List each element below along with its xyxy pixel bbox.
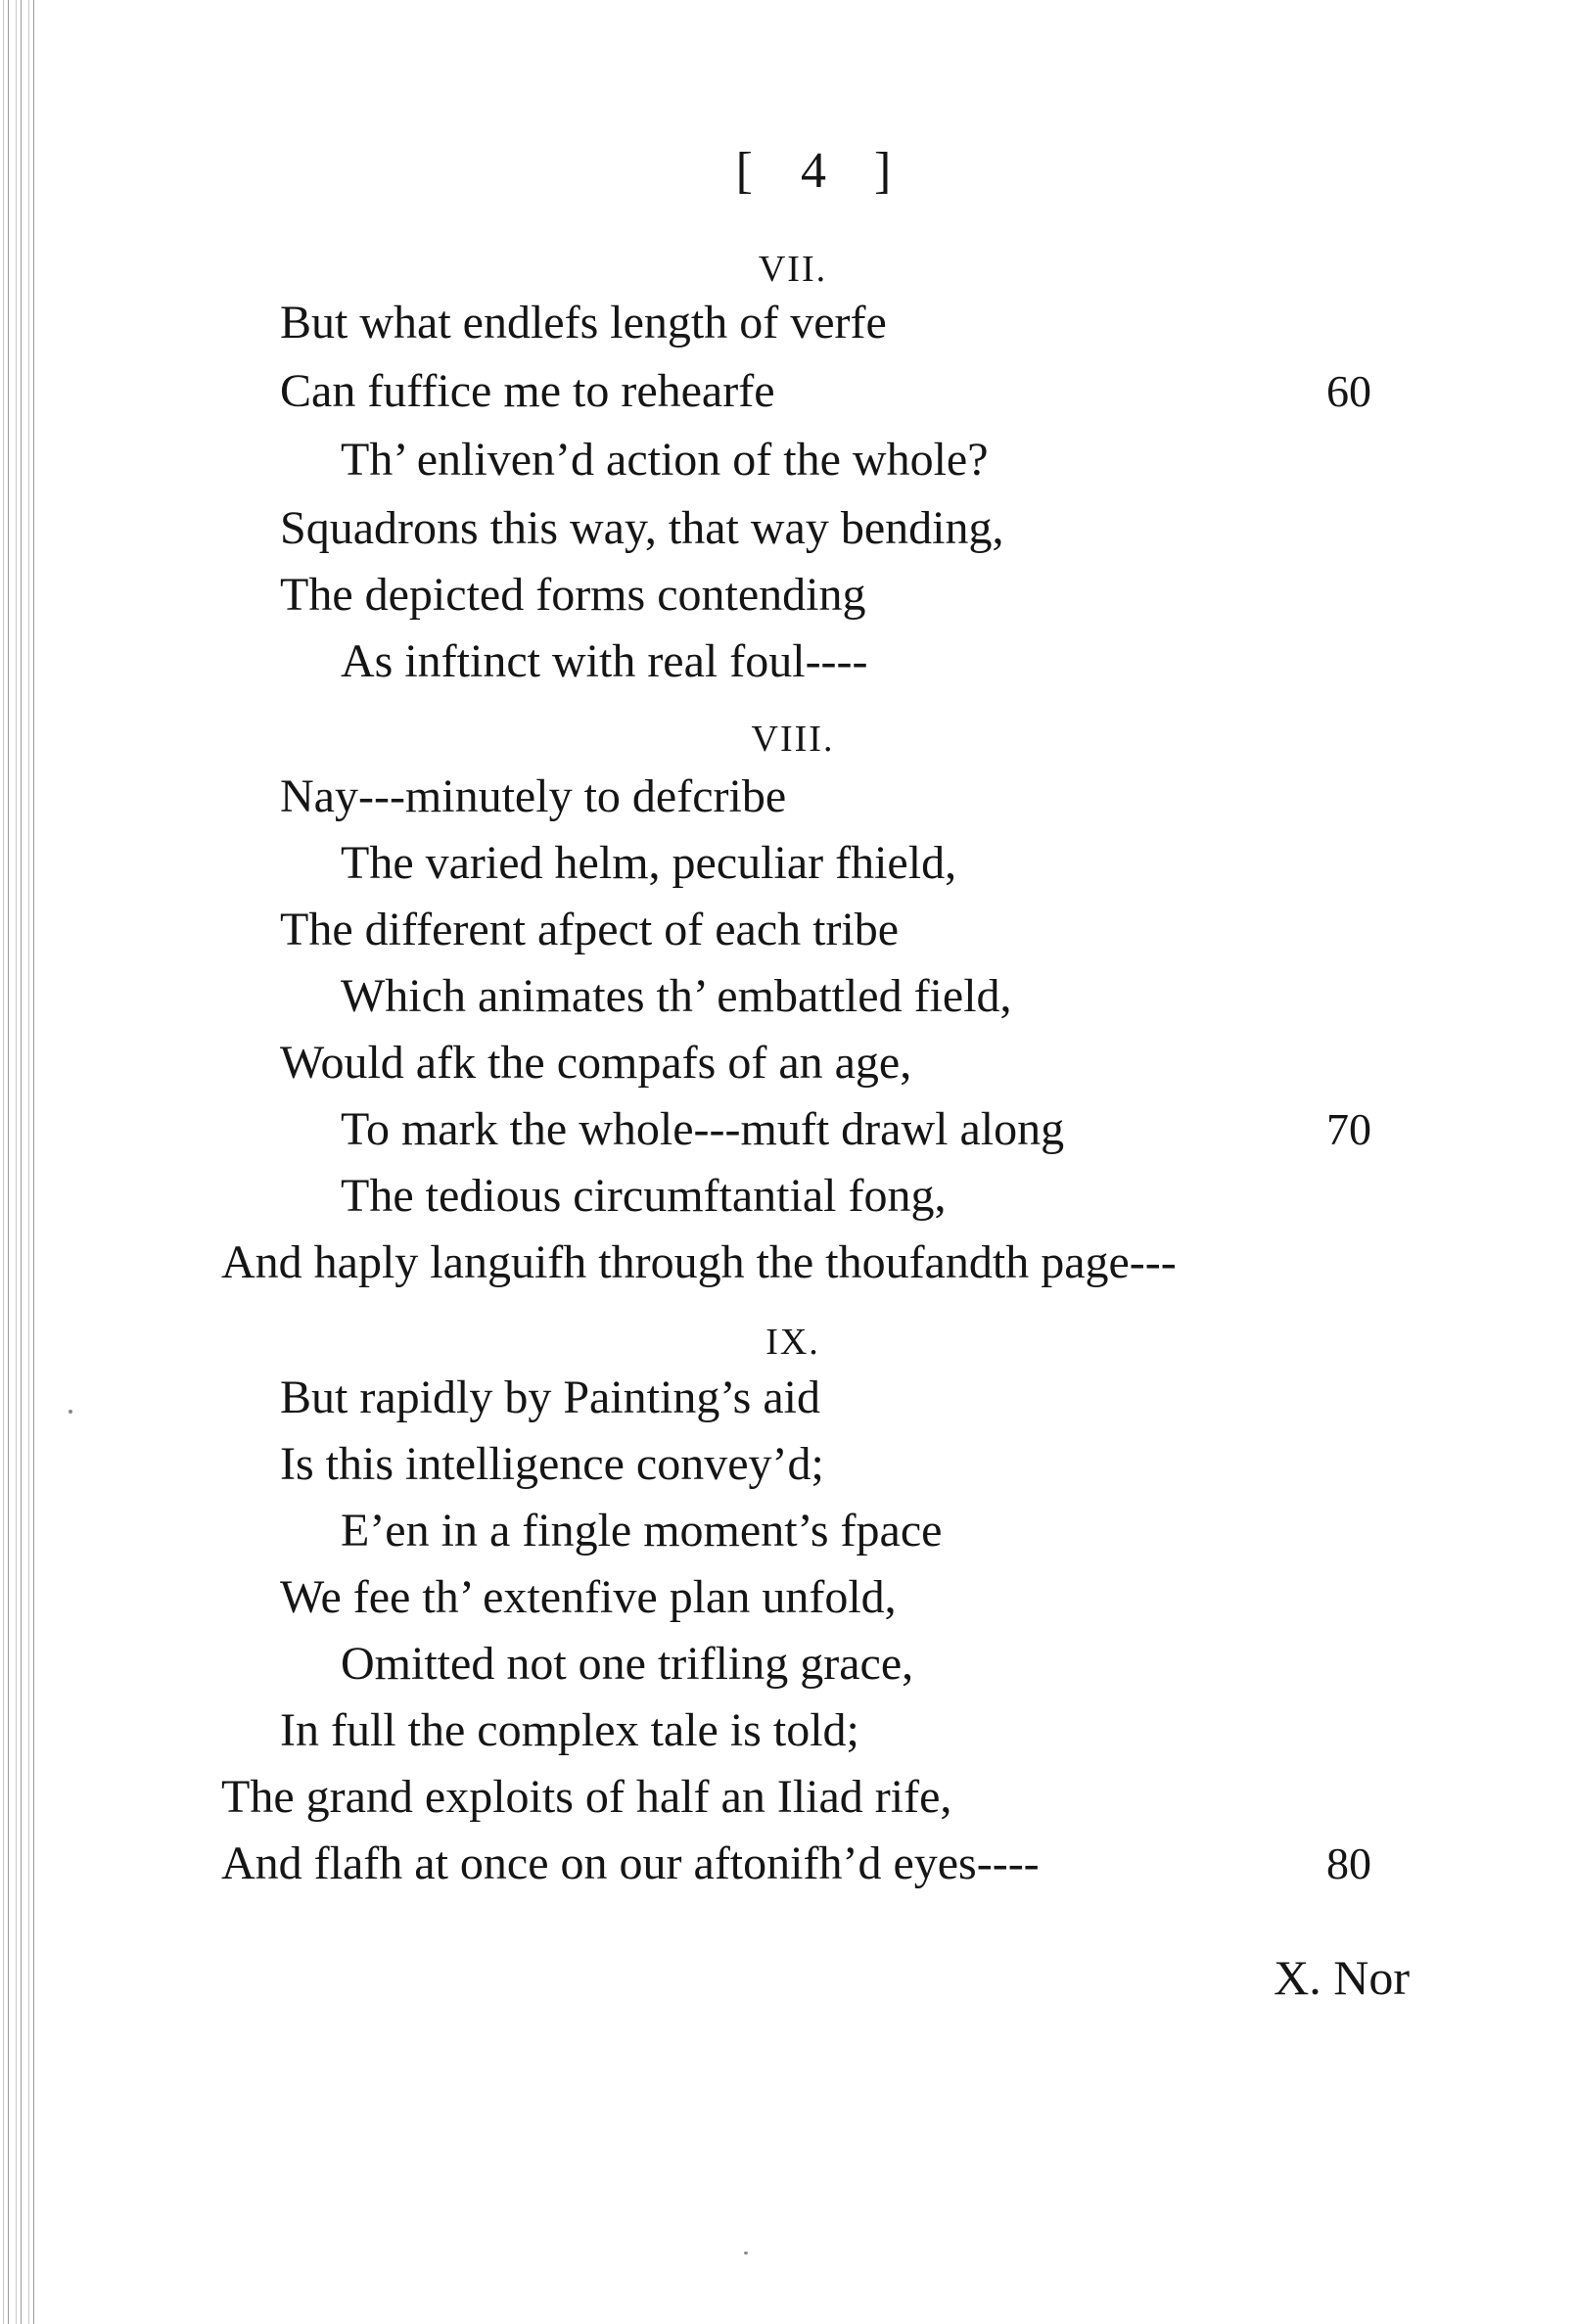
verse-line: Squadrons this way, that way bending, [280,502,1004,554]
paper-speck [69,1410,72,1414]
verse-line: Which animates th’ embattled field, [341,970,1012,1022]
line-number-70: 70 [1326,1104,1371,1154]
stanza-number-vii: VII. [758,249,828,290]
verse-line: And flafh at once on our aftonifh’d eyes---- [221,1837,1040,1889]
verse-line: Is this intelligence convey’d; [280,1438,824,1490]
verse-line: E’en in a fingle moment’s fpace [341,1505,943,1557]
verse-line: As inftinct with real foul---- [341,635,868,687]
catchword: X. Nor [1274,1950,1410,2005]
line-number-80: 80 [1326,1838,1371,1888]
verse-line: The depicted forms contending [280,569,866,621]
verse-line: But rapidly by Painting’s aid [280,1371,820,1423]
verse-line: Omitted not one trifling grace, [341,1638,914,1690]
paper-speck [744,2252,748,2254]
verse-line: The grand exploits of half an Iliad rife, [221,1771,952,1823]
stanza-number-viii: VIII. [751,719,835,760]
verse-line: Th’ enliven’d action of the whole? [341,434,989,486]
page-number: [ 4 ] [735,143,909,199]
verse-line: In full the complex tale is told; [280,1704,859,1756]
verse-line: Nay---minutely to defcribe [280,770,787,822]
verse-line: Can fuffice me to rehearfe [280,365,775,417]
verse-line: We fee th’ extenfive plan unfold, [280,1571,897,1623]
verse-line: Would afk the compafs of an age, [280,1037,912,1089]
verse-line: To mark the whole---muft drawl along [341,1103,1065,1155]
verse-line: And haply languifh through the thoufandth page--- [221,1236,1177,1288]
stanza-number-ix: IX. [765,1322,820,1363]
verse-line: The tedious circumftantial fong, [341,1170,947,1222]
line-number-60: 60 [1326,366,1371,416]
verse-line: The different afpect of each tribe [280,904,900,955]
verse-line: But what endlefs length of verfe [280,297,887,349]
verse-line: The varied helm, peculiar fhield, [341,837,957,889]
binding-edge [0,0,41,2324]
